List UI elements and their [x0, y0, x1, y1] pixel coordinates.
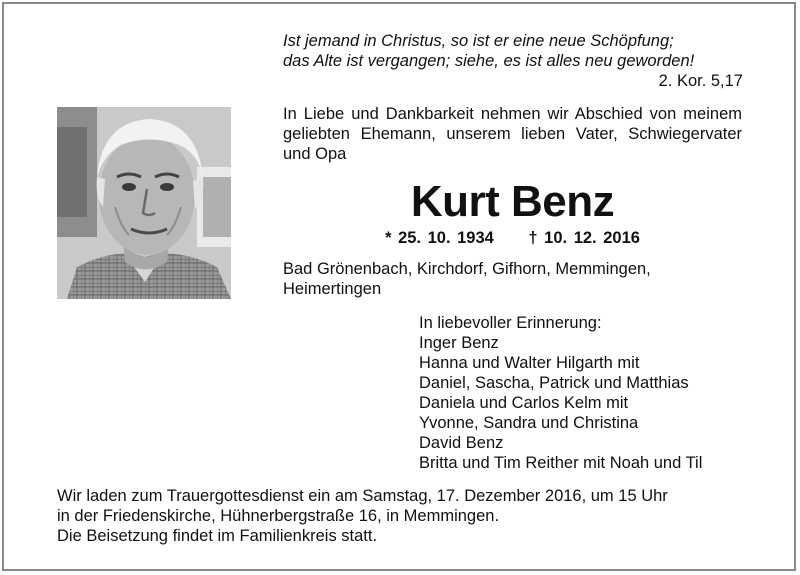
mourners-heading: In liebevoller Erinnerung: — [419, 314, 602, 332]
service-info — [57, 486, 777, 546]
mourner-line: Daniel, Sascha, Patrick und Matthias — [419, 374, 689, 392]
quote-line-1: Ist jemand in Christus, so ist er eine neue Schöpfung; — [283, 32, 674, 50]
farewell-intro: In Liebe und Dankbarkeit nehmen wir Abschied von meinem geliebten Ehemann, unserem lieben Vater, Schwiegervater und Opa — [283, 105, 742, 163]
places-list: Bad Grönenbach, Kirchdorf, Gifhorn, Memmingen, Heimertingen — [283, 260, 651, 298]
birth-date: * 25. 10. 1934 — [385, 229, 494, 247]
deceased-name: Kurt Benz — [410, 177, 615, 226]
mourner-line: Hanna und Walter Hilgarth mit — [419, 354, 640, 372]
service-line-1: Wir laden zum Trauergottesdienst ein am Samstag, 17. Dezember 2016, um 15 Uhr — [57, 487, 668, 505]
quote-reference: 2. Kor. 5,17 — [658, 72, 743, 90]
service-line-2: in der Friedenskirche, Hühnerbergstraße 16, in Memmingen. — [57, 507, 500, 525]
death-date: † 10. 12. 2016 — [528, 229, 640, 247]
mourner-line: David Benz — [419, 434, 504, 452]
mourners-list — [419, 313, 759, 473]
portrait-photo — [57, 107, 231, 299]
bible-quote — [283, 31, 756, 71]
life-dates — [283, 229, 742, 248]
mourner-line: Yvonne, Sandra und Christina — [419, 414, 639, 432]
mourner-line: Inger Benz — [419, 334, 499, 352]
mourner-line: Britta und Tim Reither mit Noah und Til — [419, 454, 703, 472]
mourner-line: Daniela und Carlos Kelm mit — [419, 394, 629, 412]
quote-line-2: das Alte ist vergangen; siehe, es ist alles neu geworden! — [283, 52, 695, 70]
service-line-3: Die Beisetzung findet im Familienkreis statt. — [57, 527, 378, 545]
